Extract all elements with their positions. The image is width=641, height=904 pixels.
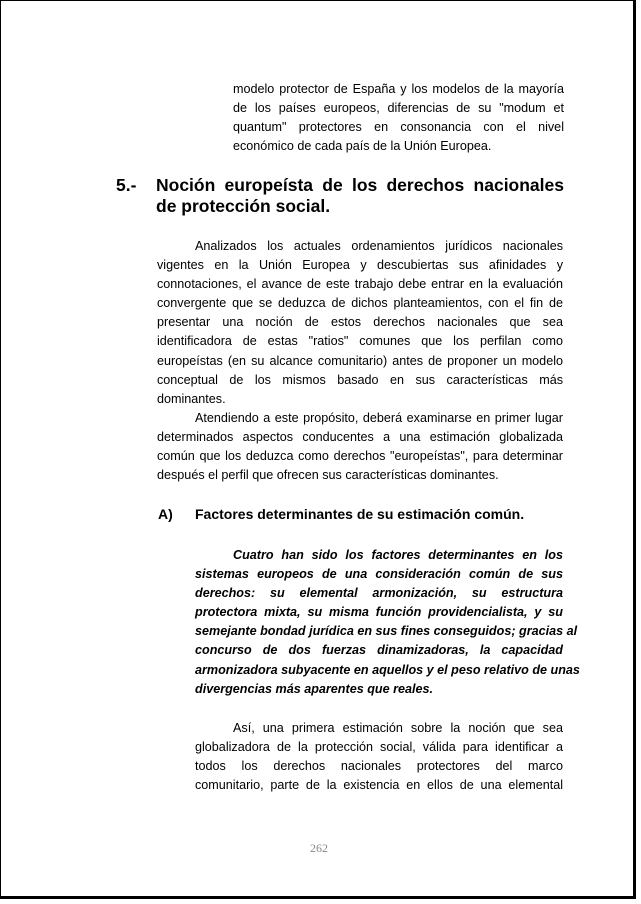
text-line: quantum" protectores en consonancia con el nivel [233, 120, 564, 135]
text-line: vigentes en la Unión Europea y descubiertas sus afinidades y [157, 258, 563, 273]
text-line: sistemas europeos de una consideración común de sus [195, 567, 563, 582]
text-line: comunitario, parte de la existencia en ellos de una elemental [195, 778, 563, 793]
paragraph-1 [157, 237, 563, 409]
text-line: económico de cada país de la Unión Europea. [233, 139, 492, 154]
text-line: divergencias más aparentes que reales. [195, 681, 434, 696]
text-line: connotaciones, el avance de este trabajo debe entrar en la evaluación [157, 277, 563, 292]
text-line: protectora mixta, su misma función providencialista, y su [195, 605, 563, 620]
paragraph-4 [195, 719, 563, 795]
text-line: común que los deduzca como derechos "europeístas", para determinar [157, 449, 563, 464]
paragraph-2 [157, 409, 563, 485]
text-line: globalizadora de la protección social, válida para identificar a [195, 740, 563, 755]
text-line: identificadora de estas "ratios" comunes que los perfilan como [157, 334, 563, 349]
text-line: Atendiendo a este propósito, deberá examinarse en primer lugar [195, 411, 563, 425]
text-line: Así, una primera estimación sobre la noción que sea [233, 721, 563, 735]
subsection-title: Factores determinantes de su estimación común. [195, 506, 525, 522]
page-number: 262 [310, 841, 328, 855]
text-line: de los países europeos, diferencias de su "modum et [233, 101, 564, 116]
text-line: concurso de dos fuerzas dinamizadoras, la capacidad [195, 643, 563, 658]
text-line: dominantes. [157, 391, 226, 406]
text-line: convergente que se deduzca de dichos planteamientos, con el fin de [157, 296, 563, 311]
text-line: todos los derechos nacionales protectores del marco [195, 759, 563, 774]
text-line: conceptual de los mismos basado en sus características más [157, 372, 563, 387]
text-line: modelo protector de España y los modelos de la mayoría [233, 82, 564, 96]
section-number: 5.- [116, 175, 137, 195]
subsection-letter: A) [158, 506, 173, 522]
intro-paragraph [233, 80, 564, 156]
text-line: determinados aspectos conducentes a una estimación globalizada [157, 430, 563, 445]
text-line: derechos: su elemental armonización, su estructura [195, 586, 563, 601]
paragraph-3 [195, 546, 580, 699]
text-line: presentar una noción de estos derechos nacionales que sea [157, 315, 563, 330]
text-line: semejante bondad jurídica en sus fines conseguidos; gracias al [195, 624, 578, 639]
section-title-line: Noción europeísta de los derechos nacionales [156, 175, 564, 195]
section-title-line: de protección social. [156, 196, 331, 216]
text-line: Analizados los actuales ordenamientos jurídicos nacionales [195, 239, 563, 253]
text-line: armonizadora subyacente en aquellos y el peso relativo de unas [195, 662, 580, 677]
text-line: después el perfil que ofrecen sus características dominantes. [157, 468, 499, 483]
text-line: Cuatro han sido los factores determinantes en los [233, 548, 563, 562]
text-line: europeístas (en su alcance comunitario) antes de proponer un modelo [157, 353, 563, 368]
